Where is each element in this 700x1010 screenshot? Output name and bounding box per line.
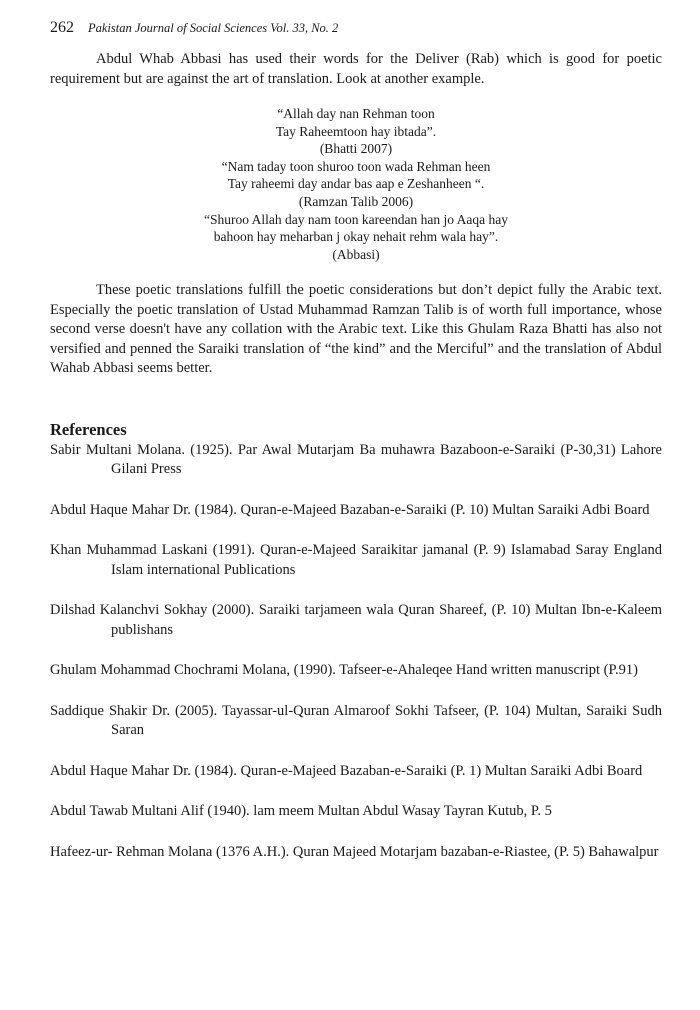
verse-citation: (Ramzan Talib 2006) (298, 193, 414, 209)
discussion-paragraph: These poetic translations fulfill the poetic considerations but don’t depict fully the Arabic text. Especially the poetic translation of Ustad Muhammad Ramzan Talib is of worth full importance, whose second verse doesn't have any collation with the Arabic text. Like this Ghulam Raza Bhatti has also not versified and penned the Saraiki translation of “the kind” and the Merciful” and the translation of Abdul Wahab Abbasi seems better. (50, 282, 662, 377)
running-header (50, 18, 662, 40)
references-heading: References (50, 419, 127, 439)
verse-line: Tay Raheemtoon hay ibtada”. (275, 123, 437, 139)
page (50, 18, 662, 862)
verse-citation: (Bhatti 2007) (319, 141, 393, 157)
verse-line: bahoon hay meharban j okay nehait rehm wala hay”. (213, 229, 499, 245)
reference-item: Abdul Tawab Multani Alif (1940). lam meem Multan Abdul Wasay Tayran Kutub, P. 5 (50, 803, 552, 820)
references-list (50, 441, 662, 863)
intro-paragraph: Abdul Whab Abbasi has used their words for the Deliver (Rab) which is good for poetic requirement but are against the art of translation. Look at another example. (50, 51, 662, 87)
journal-title: Pakistan Journal of Social Sciences Vol. 33, No. 2 (88, 21, 339, 35)
reference-item: Khan Muhammad Laskani (1991). Quran-e-Majeed Saraikitar jamanal (P. 9) Islamabad Saray England Islam international Publications (50, 542, 662, 578)
verse-citation: (Abbasi) (332, 246, 380, 262)
reference-item: Saddique Shakir Dr. (2005). Tayassar-ul-Quran Almaroof Sokhi Tafseer, (P. 104) Multan, Saraiki Sudh Saran (50, 702, 662, 739)
reference-item: Ghulam Mohammad Chochrami Molana, (1990). Tafseer-e-Ahaleqee Hand written manuscript (P.91) (50, 662, 638, 679)
page-number: 262 (50, 19, 74, 36)
reference-item: Sabir Multani Molana. (1925). Par Awal Mutarjam Ba muhawra Bazaboon-e-Saraiki (P-30,31) Lahore Gilani Press (50, 441, 662, 478)
verse-line: “Allah day nan Rehman toon (277, 106, 435, 121)
reference-item: Abdul Haque Mahar Dr. (1984). Quran-e-Majeed Bazaban-e-Saraiki (P. 10) Multan Saraiki Adbi Board (50, 501, 650, 518)
verse-line: Tay raheemi day andar bas aap e Zeshanheen “. (227, 176, 485, 192)
reference-item: Hafeez-ur- Rehman Molana (1376 A.H.). Quran Majeed Motarjam bazaban-e-Riastee, (P. 5) Bahawalpur (50, 843, 659, 860)
reference-item: Dilshad Kalanchvi Sokhay (2000). Saraiki tarjameen wala Quran Shareef, (P. 10) Multan Ibn-e-Kaleem publishans (50, 602, 662, 638)
verse-block (50, 105, 662, 263)
reference-item: Abdul Haque Mahar Dr. (1984). Quran-e-Majeed Bazaban-e-Saraiki (P. 1) Multan Saraiki Adbi Board (50, 762, 643, 779)
verse-line: “Shuroo Allah day nam toon kareendan han jo Aaqa hay (203, 211, 509, 227)
verse-line: “Nam taday toon shuroo toon wada Rehman heen (221, 158, 491, 174)
